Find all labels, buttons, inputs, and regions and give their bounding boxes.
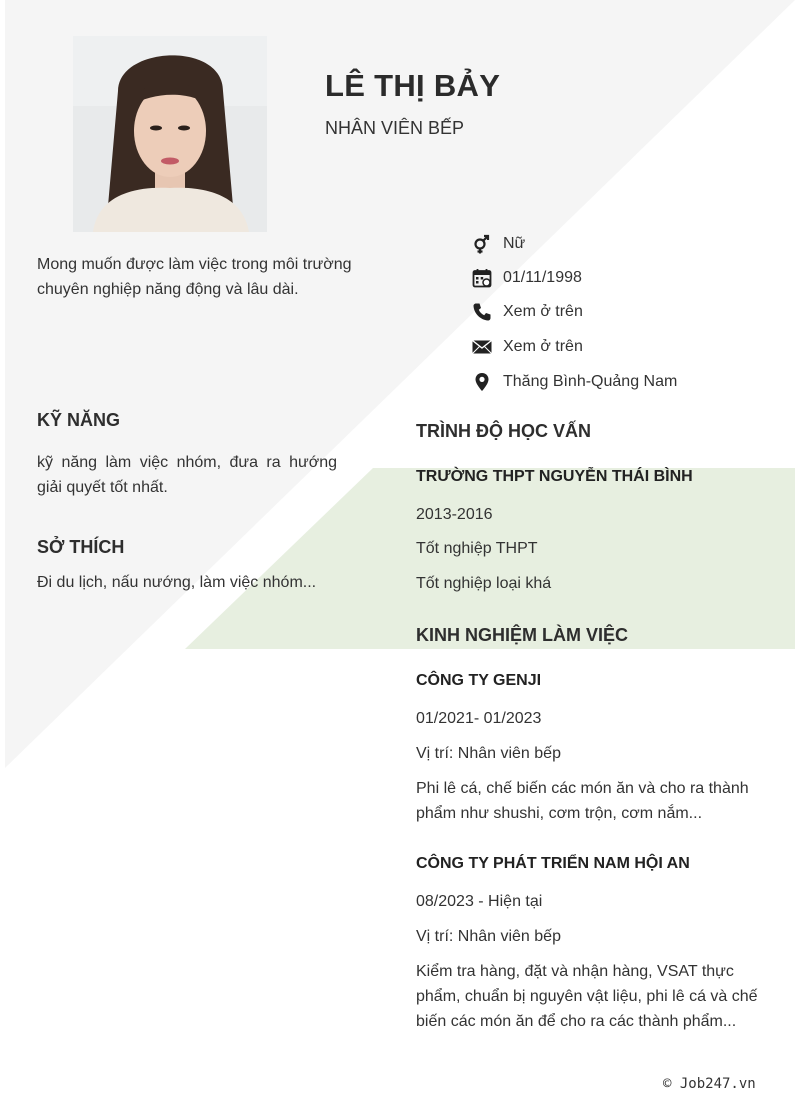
calendar-icon (471, 267, 493, 289)
contact-email (471, 335, 583, 359)
job-company: CÔNG TY PHÁT TRIỂN NAM HỘI AN (416, 855, 690, 872)
contact-phone-text: Xem ở trên (503, 303, 583, 320)
profile-photo (73, 36, 267, 232)
hobbies-text: Đi du lịch, nấu nướng, làm việc nhóm... (37, 574, 317, 591)
candidate-job-title: NHÂN VIÊN BẾP (325, 118, 465, 138)
job-position: Vị trí: Nhân viên bếp (416, 928, 561, 945)
job-description: Phi lê cá, chế biến các món ăn và cho ra thành phẩm như shushi, cơm trộn, cơm nắm... (416, 780, 749, 822)
contact-phone (471, 300, 583, 324)
education-school: TRƯỜNG THPT NGUYỄN THÁI BÌNH (416, 468, 693, 485)
education-degree: Tốt nghiệp THPT (416, 540, 538, 557)
contact-gender (471, 232, 525, 256)
skills-heading: KỸ NĂNG (37, 410, 121, 430)
job-company: CÔNG TY GENJI (416, 672, 542, 689)
job-period: 01/2021- 01/2023 (416, 710, 542, 727)
job-period: 08/2023 - Hiện tại (416, 893, 543, 910)
contact-gender-text: Nữ (503, 235, 526, 252)
experience-heading: KINH NGHIỆM LÀM VIỆC (416, 625, 629, 645)
career-objective: Mong muốn được làm việc trong môi trường chuyên nghiệp năng động và lâu dài. (37, 256, 352, 298)
profile-photo-image (73, 36, 267, 232)
hobbies-heading: SỞ THÍCH (37, 537, 125, 557)
education-heading: TRÌNH ĐỘ HỌC VẤN (416, 421, 591, 441)
education-period: 2013-2016 (416, 506, 493, 523)
job-description: Kiểm tra hàng, đặt và nhận hàng, VSAT thực phẩm, chuẩn bị nguyên vật liệu, phi lê cá và chế biến các món ăn để cho ra các thành phẩm... (416, 963, 758, 1030)
footer-copyright: © Job247.vn (663, 1076, 756, 1092)
job-position: Vị trí: Nhân viên bếp (416, 745, 561, 762)
contact-address-text: Thăng Bình-Quảng Nam (503, 373, 678, 390)
skills-text: kỹ năng làm việc nhóm, đưa ra hướng giải quyết tốt nhất. (37, 454, 337, 496)
contact-address (471, 370, 677, 394)
contact-birthday-text: 01/11/1998 (503, 269, 582, 286)
education-grade: Tốt nghiệp loại khá (416, 575, 552, 592)
contact-email-text: Xem ở trên (503, 338, 583, 355)
contact-birthday (471, 266, 582, 290)
gender-icon (471, 233, 493, 255)
candidate-name: LÊ THỊ BẢY (325, 68, 501, 103)
phone-icon (471, 301, 493, 323)
location-pin-icon (471, 371, 493, 393)
email-icon (471, 336, 493, 358)
